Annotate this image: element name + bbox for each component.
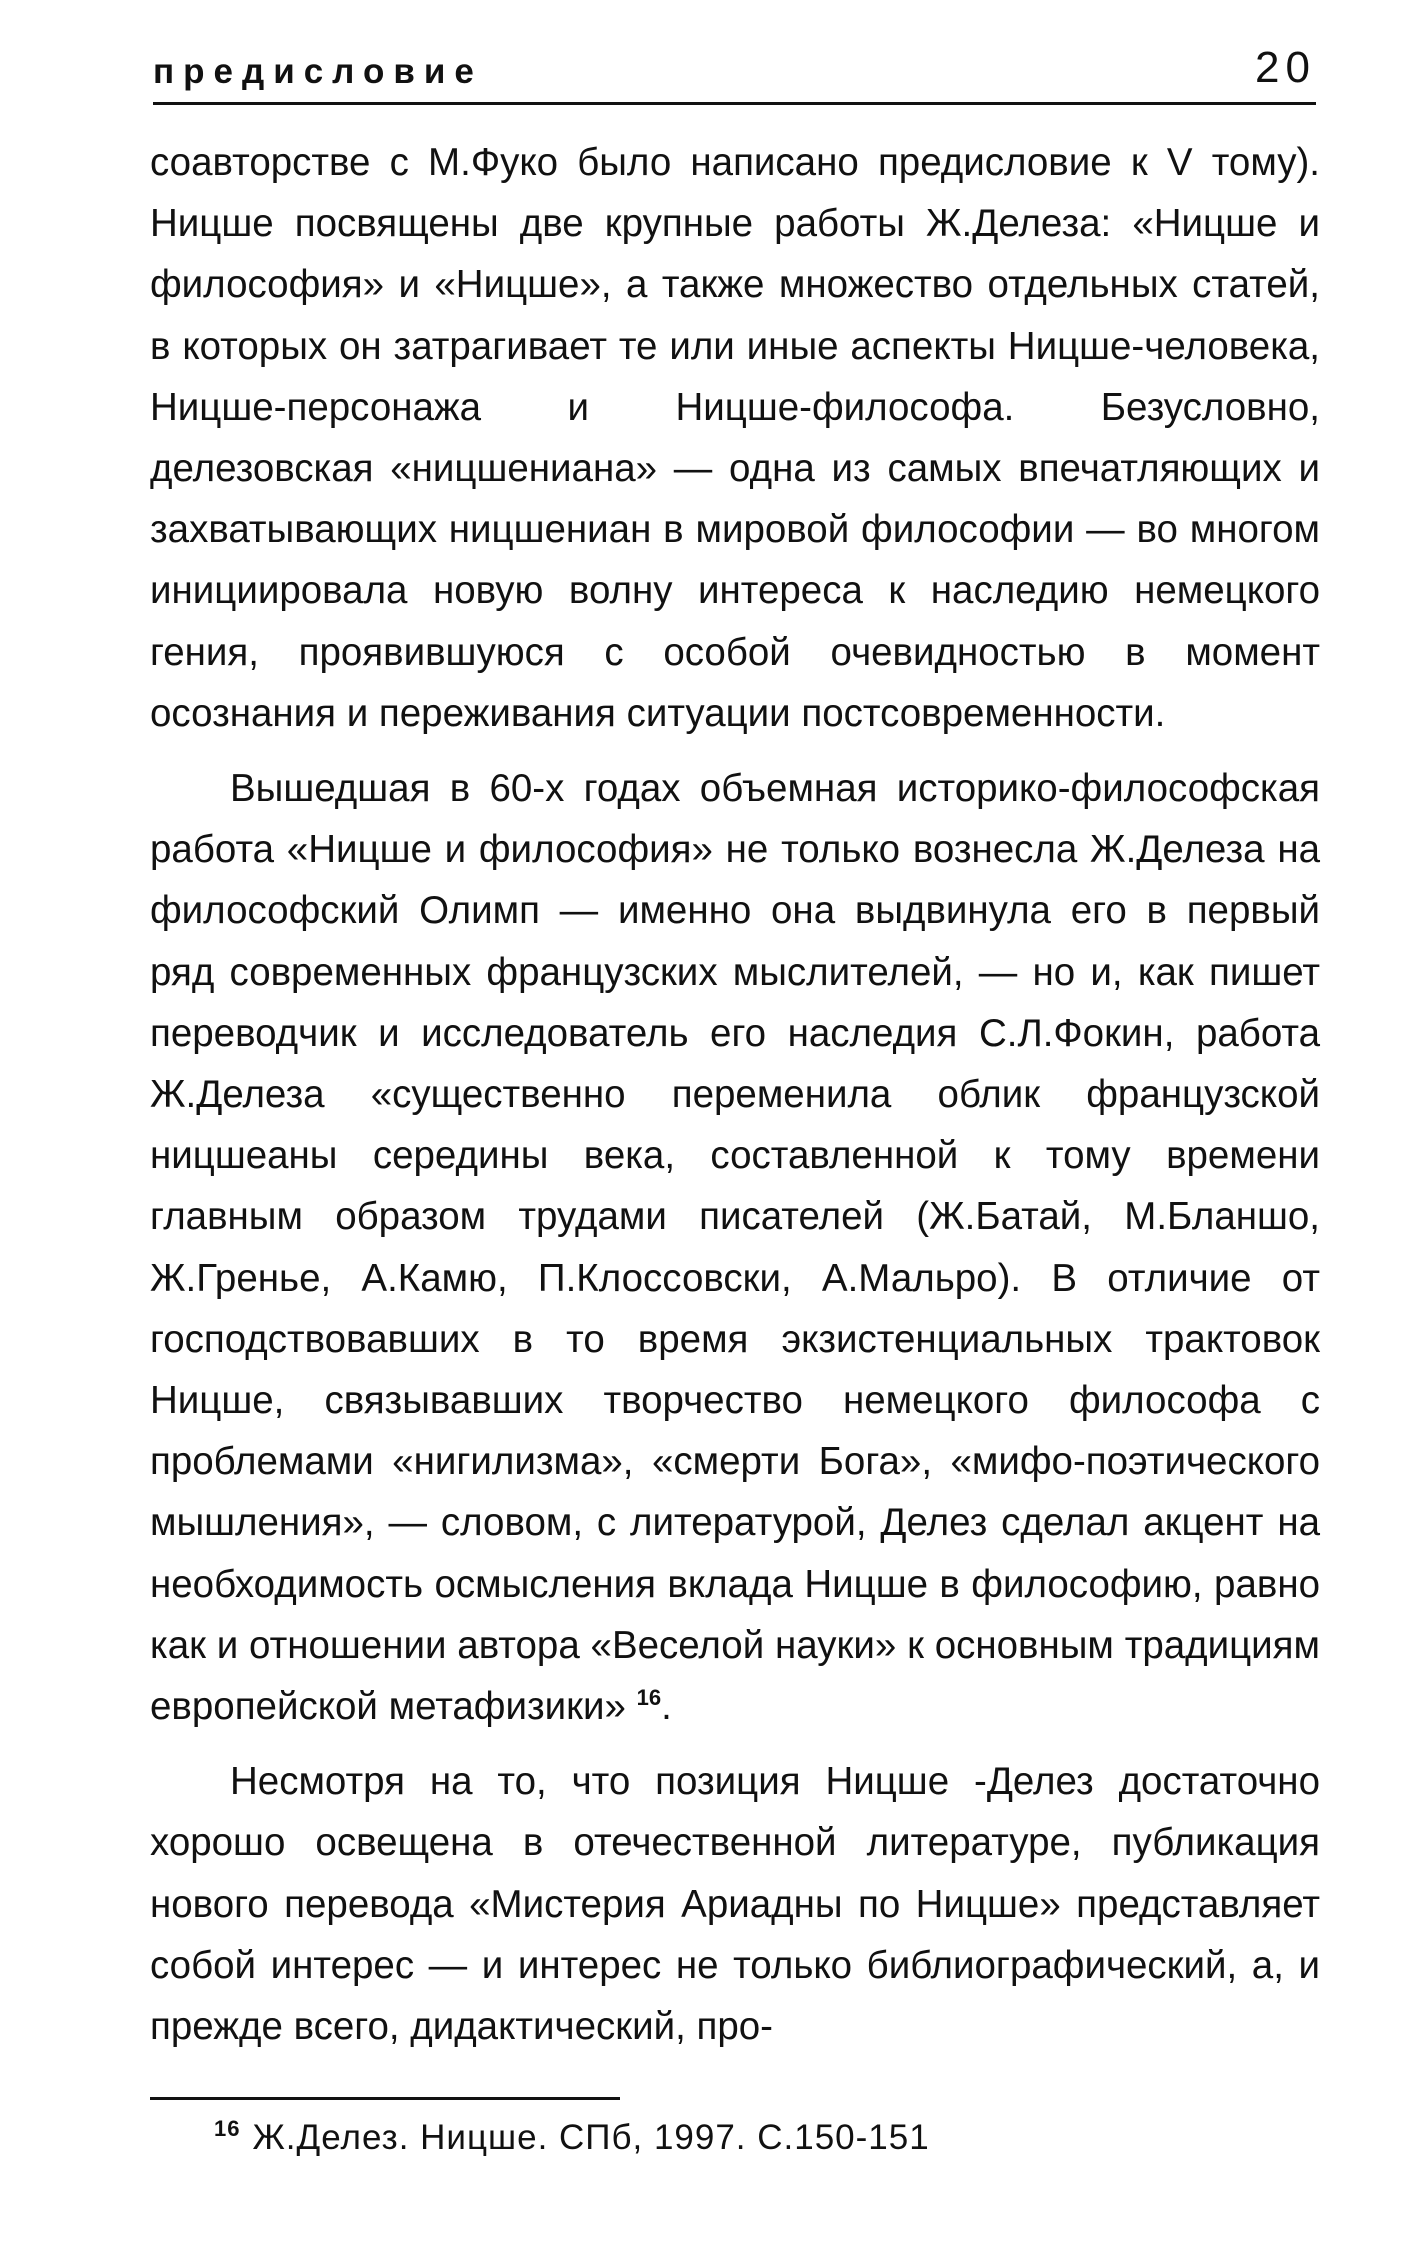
page-number: 20 [1255,43,1316,92]
footnote-reference[interactable]: 16 [636,1685,662,1711]
body-text [150,132,1320,2057]
paragraph-1: соавторстве с М.Фуко было написано предисловие к V тому). Ницше посвящены две крупные работы Ж.Делеза: «Ницше и философия» и «Ницше», а также множество отдельных статей, в которых он затрагивает те или иные аспекты Ницше-человека, Ницше-персонажа и Ницше-философа. Безусловно, делезовская «ницшениана» — одна из самых впечатляющих и захватывающих ницшениан в мировой философии — во многом инициировала новую волну интереса к наследию немецкого гения, проявившуюся с особой очевидностью в момент осознания и переживания ситуации постсовременности. [150,141,1320,735]
section-label: предисловие [153,52,483,91]
paragraph-2 [150,758,1320,1737]
running-head [153,44,1316,100]
paragraph-3: Несмотря на то, что позиция Ницше -Делез достаточно хорошо освещена в отечественной литературе, публикация нового перевода «Мистерия Ариадны по Ницше» представляет собой интерес — и интерес не только библиографический, а, и прежде всего, дидактический, про- [150,1760,1320,2049]
paragraph-2-text: Вышедшая в 60-х годах объемная историко-философская работа «Ницше и философия» не только вознесла Ж.Делеза на философский Олимп — именно она выдвинула его в первый ряд современных французских мыслителей, — но и, как пишет переводчик и исследователь его наследия С.Л.Фокин, работа Ж.Делеза «существенно переменила облик французской ницшеаны середины века, составленной к тому времени главным образом трудами писателей (Ж.Батай, М.Бланшо, Ж.Гренье, А.Камю, П.Клоссовски, А.Мальро). В отличие от господствовавших в то время экзистенциальных трактовок Ницше, связывавших творчество немецкого философа с проблемами «нигилизма», «смерти Бога», «мифо-поэтического мышления», — словом, с литературой, Делез сделал акцент на необходимость осмысления вклада Ницше в философию, равно как и отношении автора «Веселой науки» к основным традициям европейской метафизики» [150,767,1320,1729]
footnote [214,2116,1214,2160]
footnote-marker: 16 [214,2116,241,2142]
paragraph-2-end: . [661,1685,672,1729]
header-rule [153,102,1316,105]
footnote-text: Ж.Делез. Ницше. СПб, 1997. С.150-151 [252,2118,930,2157]
footnote-rule [150,2097,620,2100]
